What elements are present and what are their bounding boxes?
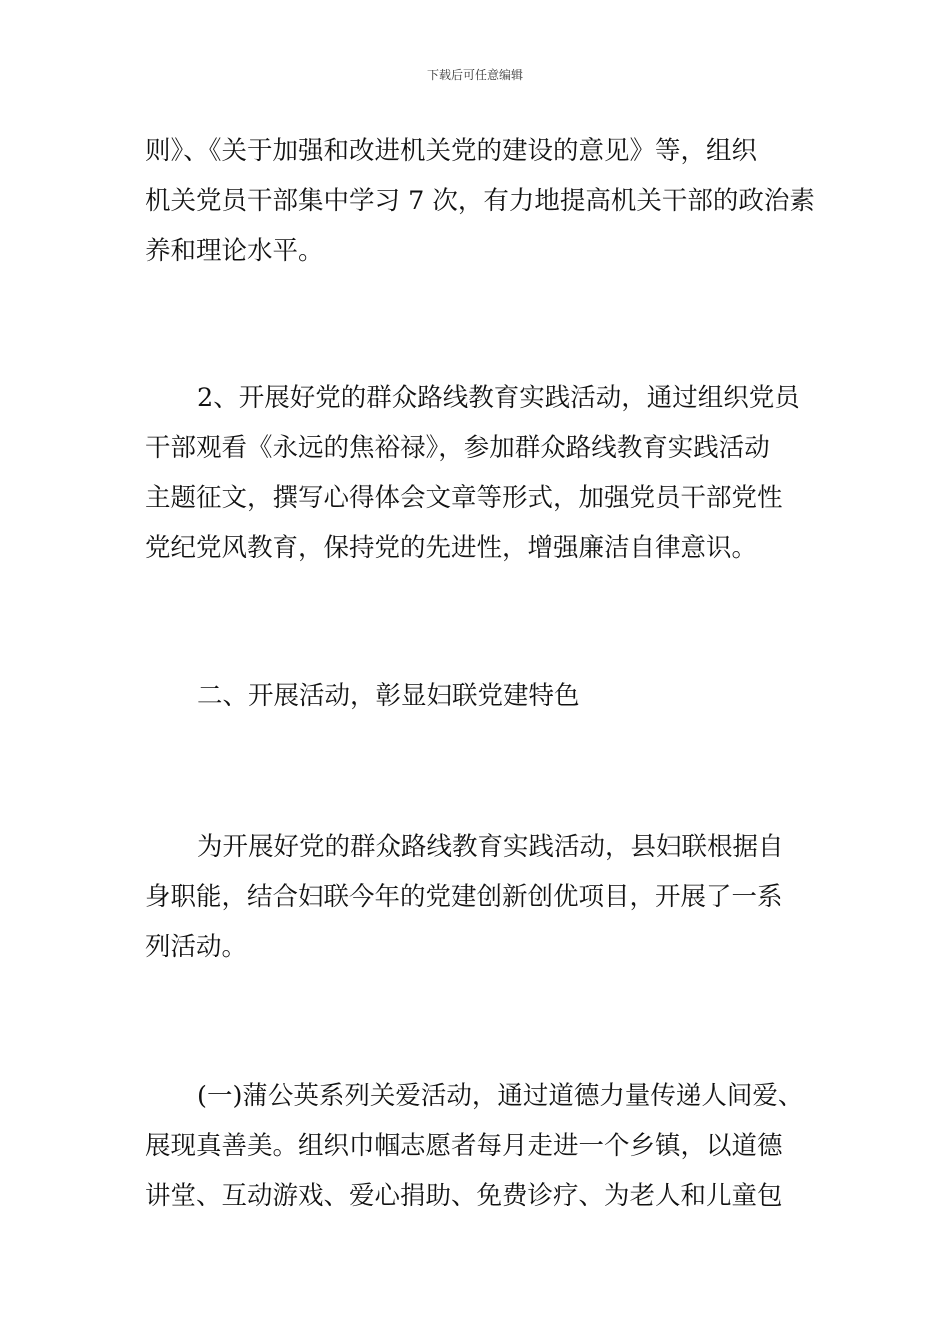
paragraph-line: 机关党员干部集中学习 7 次，有力地提高机关干部的政治素 [145, 186, 815, 216]
page-header-note: 下载后可任意编辑 [426, 68, 523, 82]
paragraph-line: 干部观看《永远的焦裕禄》，参加群众路线教育实践活动 [145, 433, 770, 463]
paragraph-line: 则》、《关于加强和改进机关党的建设的意见》等，组织 [145, 136, 758, 166]
paragraph-3 [145, 822, 810, 972]
paragraph-4 [145, 1071, 810, 1221]
paragraph-line: 2、开展好党的群众路线教育实践活动，通过组织党员 [197, 383, 800, 413]
paragraph-line: 讲堂、互动游戏、爱心捐助、免费诊疗、为老人和儿童包 [145, 1181, 783, 1211]
paragraph-line: 党纪党风教育，保持党的先进性，增强廉洁自律意识。 [145, 533, 758, 563]
section-heading [145, 671, 810, 721]
paragraph-line: 为开展好党的群众路线教育实践活动，县妇联根据自 [197, 832, 784, 862]
paragraph-line: 列活动。 [145, 932, 248, 962]
paragraph-line: 展现真善美。组织巾帼志愿者每月走进一个乡镇，以道德 [145, 1131, 783, 1161]
section-heading-text: 二、开展活动，彰显妇联党建特色 [197, 681, 580, 711]
paragraph-1 [145, 126, 815, 276]
paragraph-line: (一)蒲公英系列关爱活动，通过道德力量传递人间爱、 [197, 1081, 804, 1111]
paragraph-2 [145, 373, 810, 573]
paragraph-line: 主题征文，撰写心得体会文章等形式，加强党员干部党性 [145, 483, 783, 513]
paragraph-line: 养和理论水平。 [145, 236, 324, 266]
paragraph-line: 身职能，结合妇联今年的党建创新创优项目，开展了一系 [145, 882, 783, 912]
